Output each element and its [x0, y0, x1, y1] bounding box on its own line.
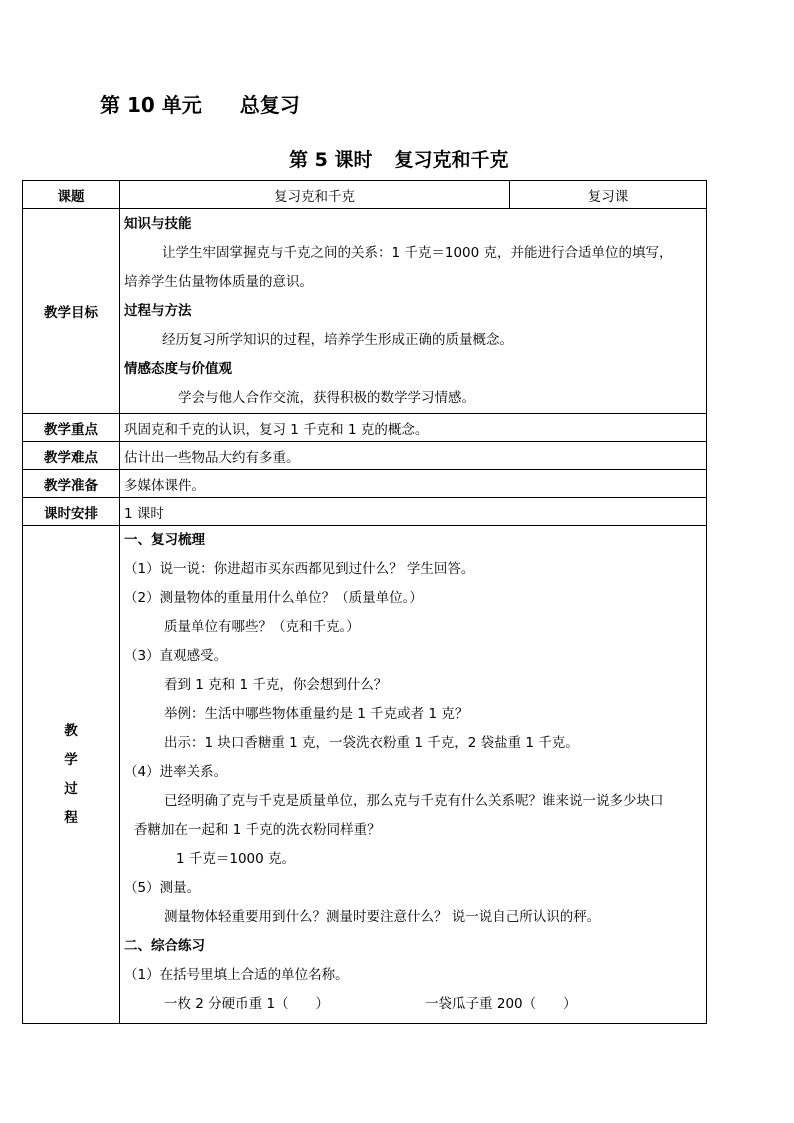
lesson-type: 复习课: [510, 181, 707, 209]
table-row-process: [23, 526, 707, 1024]
process-label-char: 学: [64, 751, 78, 768]
process-line: 质量单位有哪些？（克和千克。）: [164, 619, 360, 635]
key-points-label: 教学重点: [23, 414, 120, 442]
lesson-name: 复习克和千克: [394, 149, 509, 171]
goals-attitude-text: 学会与他人合作交流，获得积极的数学学习情感。: [178, 389, 475, 406]
goals-label: 教学目标: [23, 209, 120, 414]
table-row-difficulties: [23, 442, 707, 470]
process-content: [120, 526, 707, 1024]
unit-name: 总复习: [239, 93, 300, 117]
process-line: （2）测量物体的重量用什么单位？（质量单位。）: [124, 590, 423, 606]
process-line: （1）说一说：你进超市买东西都见到过什么？ 学生回答。: [124, 561, 475, 577]
difficulties-label: 教学难点: [23, 442, 120, 470]
process-label-char: 过: [64, 780, 78, 797]
goals-heading-attitude: 情感态度与价值观: [124, 360, 232, 377]
key-points-text: 巩固克和千克的认识，复习 1 千克和 1 克的概念。: [120, 414, 707, 442]
schedule-text: 1 课时: [120, 498, 707, 526]
difficulties-text: 估计出一些物品大约有多重。: [120, 442, 707, 470]
process-line: 看到 1 克和 1 千克，你会想到什么？: [164, 677, 388, 693]
section-practice: 二、综合练习: [124, 938, 205, 954]
goals-knowledge-text-2: 培养学生估量物体质量的意识。: [124, 273, 313, 290]
process-label-char: 程: [64, 809, 78, 826]
process-line: （3）直观感受。: [124, 648, 228, 664]
lesson-title: [289, 148, 508, 172]
preparation-label: 教学准备: [23, 470, 120, 498]
fill-blank-seeds: 一袋瓜子重 200（ ）: [425, 996, 577, 1012]
table-row-goals: [23, 209, 707, 414]
preparation-text: 多媒体课件。: [120, 470, 707, 498]
process-line: 1 千克＝1000 克。: [176, 851, 296, 867]
process-line: （1）在括号里填上合适的单位名称。: [124, 967, 349, 983]
process-line: 举例：生活中哪些物体重量约是 1 千克或者 1 克？: [164, 706, 469, 722]
process-line: （5）测量。: [124, 880, 201, 896]
fill-blank-coin: 一枚 2 分硬币重 1（ ）: [164, 996, 330, 1012]
process-line: 测量物体轻重要用到什么？测量时要注意什么？ 说一说自己所认识的秤。: [164, 909, 601, 925]
process-label-char: 教: [64, 722, 78, 739]
table-row-topic: [23, 181, 707, 209]
topic-label: 课题: [23, 181, 120, 209]
table-row-key-points: [23, 414, 707, 442]
goals-process-text: 经历复习所学知识的过程，培养学生形成正确的质量概念。: [162, 331, 513, 348]
lesson-plan-table: [22, 180, 707, 1024]
process-line: 已经明确了克与千克是质量单位，那么克与千克有什么关系呢？谁来说一说多少块口: [164, 793, 664, 809]
goals-knowledge-text-1: 让学生牢固掌握克与千克之间的关系：1 千克＝1000 克，并能进行合适单位的填写，: [162, 244, 673, 261]
fill-in-blank-line: [124, 990, 706, 1019]
process-label: [23, 526, 120, 1024]
goals-heading-process: 过程与方法: [124, 302, 192, 319]
table-row-preparation: [23, 470, 707, 498]
unit-number: 第 10 单元: [100, 93, 202, 117]
process-line: 香糖加在一起和 1 千克的洗衣粉同样重？: [134, 822, 381, 838]
lesson-number: 第 5 课时: [289, 149, 373, 171]
process-line: （4）进率关系。: [124, 764, 228, 780]
process-line: 出示：1 块口香糖重 1 克，一袋洗衣粉重 1 千克，2 袋盐重 1 千克。: [164, 735, 579, 751]
topic-value: 复习克和千克: [120, 181, 510, 209]
goals-content: [120, 209, 707, 414]
table-row-schedule: [23, 498, 707, 526]
goals-heading-knowledge: 知识与技能: [124, 215, 192, 232]
section-review: 一、复习梳理: [124, 532, 205, 548]
unit-title: [100, 92, 300, 118]
schedule-label: 课时安排: [23, 498, 120, 526]
